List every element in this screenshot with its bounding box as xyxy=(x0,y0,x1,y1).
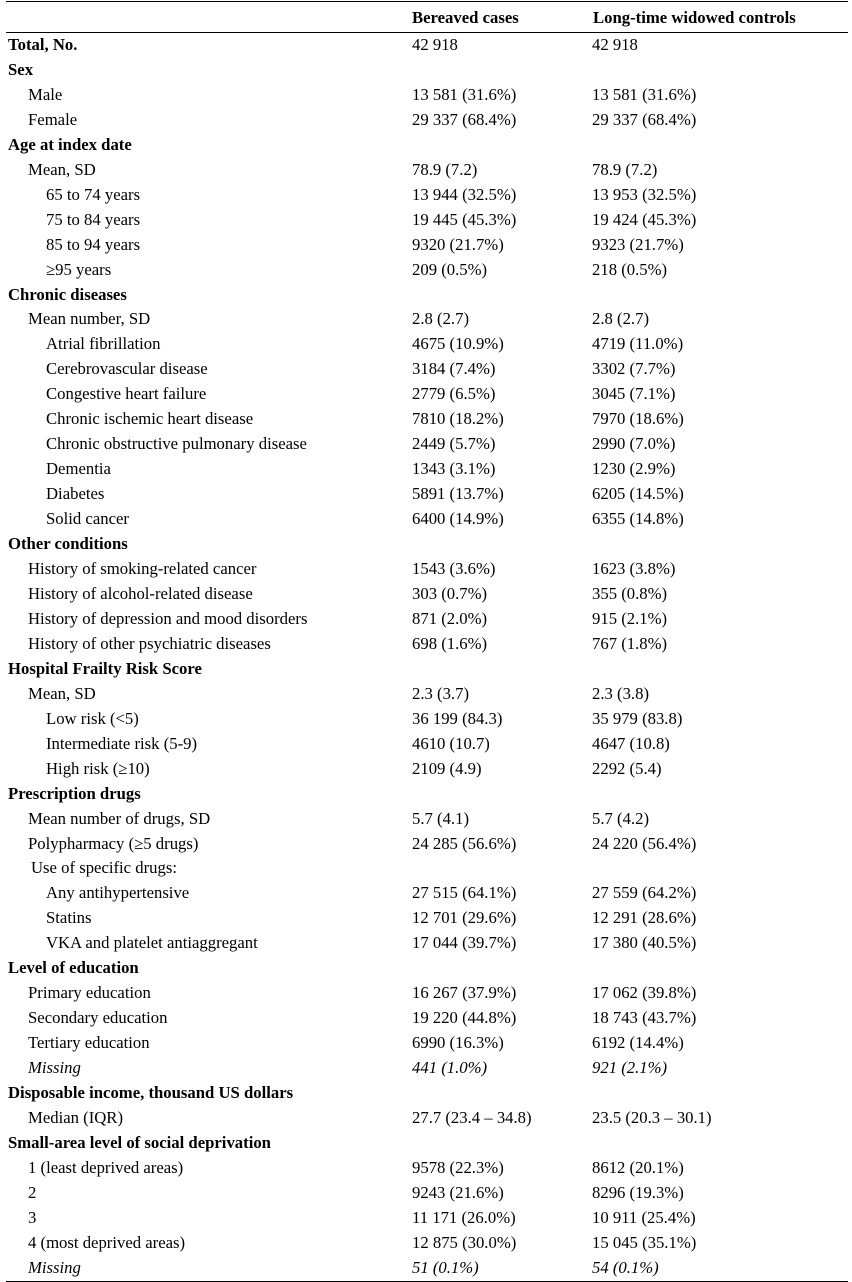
widowed-controls-value: 17 380 (40.5%) xyxy=(592,933,697,953)
row-label: Statins xyxy=(46,908,92,928)
widowed-controls-value: 767 (1.8%) xyxy=(592,633,668,653)
bereaved-cases-value: 9243 (21.6%) xyxy=(412,1182,504,1202)
widowed-controls-value: 2292 (5.4) xyxy=(592,758,662,778)
table-row xyxy=(6,1231,848,1256)
widowed-controls-value: 4719 (11.0%) xyxy=(592,334,684,354)
row-label: History of other psychiatric diseases xyxy=(28,633,271,653)
widowed-controls-value: 3302 (7.7%) xyxy=(592,359,676,379)
row-label: Chronic obstructive pulmonary disease xyxy=(46,434,307,454)
table-row xyxy=(6,158,848,183)
widowed-controls-value: 915 (2.1%) xyxy=(592,608,668,628)
row-label: Sex xyxy=(8,59,34,79)
bereaved-cases-value: 29 337 (68.4%) xyxy=(412,109,517,129)
row-label: Small-area level of social deprivation xyxy=(8,1132,271,1152)
widowed-controls-value: 42 918 xyxy=(592,35,638,54)
bereaved-cases-value: 36 199 (84.3) xyxy=(412,708,503,728)
row-label: 65 to 74 years xyxy=(46,184,141,204)
row-label: Mean number of drugs, SD xyxy=(28,808,211,828)
row-label: Prescription drugs xyxy=(8,783,141,803)
bereaved-cases-value: 1543 (3.6%) xyxy=(412,559,496,579)
row-label: 3 xyxy=(28,1207,37,1227)
table-row xyxy=(6,258,848,283)
row-label: Use of specific drugs: xyxy=(31,858,177,878)
row-label: Diabetes xyxy=(46,484,105,504)
widowed-controls-value: 3045 (7.1%) xyxy=(592,384,676,404)
row-label: Age at index date xyxy=(8,134,132,154)
table-row xyxy=(6,332,848,357)
bereaved-cases-value: 3184 (7.4%) xyxy=(412,359,496,379)
table-row xyxy=(6,707,848,732)
bereaved-cases-value: 5891 (13.7%) xyxy=(412,484,504,504)
row-label: Male xyxy=(28,84,63,104)
bereaved-cases-value: 4610 (10.7) xyxy=(412,733,490,753)
bereaved-cases-value: 19 445 (45.3%) xyxy=(412,209,517,229)
bereaved-cases-value: 12 701 (29.6%) xyxy=(412,908,517,928)
widowed-controls-value: 218 (0.5%) xyxy=(592,259,668,279)
bereaved-cases-value: 16 267 (37.9%) xyxy=(412,983,517,1003)
bereaved-cases-value: 2.8 (2.7) xyxy=(412,309,470,329)
widowed-controls-value: 6355 (14.8%) xyxy=(592,509,684,529)
row-label: Female xyxy=(28,109,78,129)
bereaved-cases-value: 6990 (16.3%) xyxy=(412,1033,504,1053)
table-row xyxy=(6,931,848,956)
bereaved-cases-value: 698 (1.6%) xyxy=(412,633,488,653)
table-body xyxy=(6,33,848,1281)
table-row xyxy=(6,632,848,657)
table-row xyxy=(6,1106,848,1131)
table-row xyxy=(6,357,848,382)
widowed-controls-value: 17 062 (39.8%) xyxy=(592,983,697,1003)
table-row xyxy=(6,83,848,108)
row-label: Missing xyxy=(28,1257,81,1277)
widowed-controls-value: 18 743 (43.7%) xyxy=(592,1008,697,1028)
bereaved-cases-value: 17 044 (39.7%) xyxy=(412,933,517,953)
bereaved-cases-value: 4675 (10.9%) xyxy=(412,334,504,354)
bereaved-cases-value: 5.7 (4.1) xyxy=(412,808,470,828)
bereaved-cases-value: 27.7 (23.4 – 34.8) xyxy=(412,1107,532,1127)
widowed-controls-value: 5.7 (4.2) xyxy=(592,808,650,828)
bereaved-cases-value: 209 (0.5%) xyxy=(412,259,488,279)
row-label: High risk (≥10) xyxy=(46,758,150,778)
row-label: History of smoking-related cancer xyxy=(28,559,257,579)
widowed-controls-value: 78.9 (7.2) xyxy=(592,159,658,179)
row-label: Mean, SD xyxy=(28,159,96,179)
widowed-controls-value: 8296 (19.3%) xyxy=(592,1182,684,1202)
bereaved-cases-value: 78.9 (7.2) xyxy=(412,159,478,179)
widowed-controls-value: 24 220 (56.4%) xyxy=(592,833,697,853)
table-row xyxy=(6,732,848,757)
widowed-controls-value: 13 953 (32.5%) xyxy=(592,184,697,204)
widowed-controls-value: 2.8 (2.7) xyxy=(592,309,650,329)
table-row xyxy=(6,108,848,133)
row-label: Total, No. xyxy=(8,35,78,54)
bereaved-cases-value: 6400 (14.9%) xyxy=(412,509,504,529)
table-row xyxy=(6,457,848,482)
table-row xyxy=(6,1031,848,1056)
table-row xyxy=(6,557,848,582)
table-row xyxy=(6,1206,848,1231)
widowed-controls-value: 35 979 (83.8) xyxy=(592,708,683,728)
table-row xyxy=(6,33,848,58)
bereaved-cases-value: 303 (0.7%) xyxy=(412,583,488,603)
bereaved-cases-value: 2449 (5.7%) xyxy=(412,434,496,454)
bereaved-cases-value: 9320 (21.7%) xyxy=(412,234,504,254)
bereaved-cases-value: 441 (1.0%) xyxy=(412,1058,488,1078)
section-heading-row xyxy=(6,657,848,682)
table-row xyxy=(6,1181,848,1206)
section-heading-row xyxy=(6,782,848,807)
table-row xyxy=(6,183,848,208)
table-row xyxy=(6,856,848,881)
row-label: 75 to 84 years xyxy=(46,209,141,229)
table-row xyxy=(6,482,848,507)
row-label: 1 (least deprived areas) xyxy=(28,1157,184,1177)
bereaved-cases-value: 2.3 (3.7) xyxy=(412,683,470,703)
widowed-controls-value: 7970 (18.6%) xyxy=(592,409,684,429)
widowed-controls-value: 19 424 (45.3%) xyxy=(592,209,697,229)
bereaved-cases-value: 51 (0.1%) xyxy=(412,1257,479,1277)
section-heading-row xyxy=(6,133,848,158)
bereaved-cases-value: 13 944 (32.5%) xyxy=(412,184,517,204)
row-label: Solid cancer xyxy=(46,509,129,529)
table-row xyxy=(6,807,848,832)
widowed-controls-value: 355 (0.8%) xyxy=(592,583,668,603)
row-label: Missing xyxy=(28,1058,81,1078)
row-label: ≥95 years xyxy=(46,259,112,279)
row-label: Mean number, SD xyxy=(28,309,151,329)
bereaved-cases-value: 42 918 xyxy=(412,35,458,54)
section-heading-row xyxy=(6,532,848,557)
table-row xyxy=(6,757,848,782)
table-row xyxy=(6,208,848,233)
widowed-controls-value: 1230 (2.9%) xyxy=(592,459,676,479)
bereaved-cases-value: 1343 (3.1%) xyxy=(412,459,496,479)
table-row xyxy=(6,1156,848,1181)
widowed-controls-value: 15 045 (35.1%) xyxy=(592,1232,697,1252)
row-label: Atrial fibrillation xyxy=(46,334,161,354)
row-label: Primary education xyxy=(28,983,151,1003)
bereaved-cases-value: 9578 (22.3%) xyxy=(412,1157,504,1177)
widowed-controls-value: 6192 (14.4%) xyxy=(592,1033,684,1053)
row-label: Dementia xyxy=(46,459,111,479)
characteristics-table xyxy=(6,1,848,1282)
bereaved-cases-value: 2109 (4.9) xyxy=(412,758,482,778)
widowed-controls-value: 8612 (20.1%) xyxy=(592,1157,684,1177)
bereaved-cases-value: 2779 (6.5%) xyxy=(412,384,496,404)
column-header-bereaved-cases: Bereaved cases xyxy=(412,8,519,27)
row-label: 85 to 94 years xyxy=(46,234,141,254)
table-row xyxy=(6,1006,848,1031)
table-row xyxy=(6,832,848,857)
table-row xyxy=(6,1056,848,1081)
section-heading-row xyxy=(6,283,848,308)
table-row xyxy=(6,881,848,906)
row-label: Cerebrovascular disease xyxy=(46,359,208,379)
row-label: Chronic diseases xyxy=(8,284,127,304)
row-label: History of depression and mood disorders xyxy=(28,608,308,628)
widowed-controls-value: 2.3 (3.8) xyxy=(592,683,650,703)
row-label: 2 xyxy=(28,1182,37,1202)
table-row xyxy=(6,382,848,407)
row-label: Tertiary education xyxy=(28,1033,150,1053)
row-label: Hospital Frailty Risk Score xyxy=(8,658,202,678)
bereaved-cases-value: 7810 (18.2%) xyxy=(412,409,504,429)
bereaved-cases-value: 13 581 (31.6%) xyxy=(412,84,517,104)
table-row xyxy=(6,233,848,258)
table-row xyxy=(6,582,848,607)
table-row xyxy=(6,906,848,931)
row-label: Low risk (<5) xyxy=(46,708,139,728)
section-heading-row xyxy=(6,1131,848,1156)
table-row xyxy=(6,682,848,707)
bereaved-cases-value: 12 875 (30.0%) xyxy=(412,1232,517,1252)
bereaved-cases-value: 11 171 (26.0%) xyxy=(412,1207,516,1227)
row-label: Chronic ischemic heart disease xyxy=(46,409,254,429)
widowed-controls-value: 4647 (10.8) xyxy=(592,733,670,753)
bereaved-cases-value: 19 220 (44.8%) xyxy=(412,1008,517,1028)
widowed-controls-value: 23.5 (20.3 – 30.1) xyxy=(592,1107,712,1127)
table-row xyxy=(6,407,848,432)
widowed-controls-value: 12 291 (28.6%) xyxy=(592,908,697,928)
row-label: Level of education xyxy=(8,958,139,978)
row-label: Intermediate risk (5-9) xyxy=(46,733,198,753)
table-row xyxy=(6,981,848,1006)
row-label: 4 (most deprived areas) xyxy=(28,1232,186,1252)
widowed-controls-value: 6205 (14.5%) xyxy=(592,484,684,504)
section-heading-row xyxy=(6,956,848,981)
table-header xyxy=(6,2,848,33)
column-header-widowed-controls: Long-time widowed controls xyxy=(593,8,796,27)
row-label: VKA and platelet antiaggregant xyxy=(46,933,258,953)
table-row xyxy=(6,307,848,332)
row-label: Any antihypertensive xyxy=(46,883,190,903)
row-label: Disposable income, thousand US dollars xyxy=(8,1083,294,1103)
row-label: Polypharmacy (≥5 drugs) xyxy=(28,833,199,853)
row-label: History of alcohol-related disease xyxy=(28,583,253,603)
section-heading-row xyxy=(6,58,848,83)
widowed-controls-value: 27 559 (64.2%) xyxy=(592,883,697,903)
bereaved-cases-value: 24 285 (56.6%) xyxy=(412,833,517,853)
widowed-controls-value: 13 581 (31.6%) xyxy=(592,84,697,104)
widowed-controls-value: 921 (2.1%) xyxy=(592,1058,668,1078)
widowed-controls-value: 1623 (3.8%) xyxy=(592,559,676,579)
row-label: Median (IQR) xyxy=(28,1107,123,1127)
widowed-controls-value: 2990 (7.0%) xyxy=(592,434,676,454)
widowed-controls-value: 9323 (21.7%) xyxy=(592,234,684,254)
widowed-controls-value: 10 911 (25.4%) xyxy=(592,1207,696,1227)
bereaved-cases-value: 871 (2.0%) xyxy=(412,608,488,628)
table-row xyxy=(6,507,848,532)
bereaved-cases-value: 27 515 (64.1%) xyxy=(412,883,517,903)
table-row xyxy=(6,432,848,457)
section-heading-row xyxy=(6,1081,848,1106)
row-label: Other conditions xyxy=(8,534,128,554)
row-label: Secondary education xyxy=(28,1008,168,1028)
table-row xyxy=(6,607,848,632)
row-label: Congestive heart failure xyxy=(46,384,207,404)
row-label: Mean, SD xyxy=(28,683,96,703)
widowed-controls-value: 54 (0.1%) xyxy=(592,1257,659,1277)
widowed-controls-value: 29 337 (68.4%) xyxy=(592,109,697,129)
table-row xyxy=(6,1256,848,1281)
